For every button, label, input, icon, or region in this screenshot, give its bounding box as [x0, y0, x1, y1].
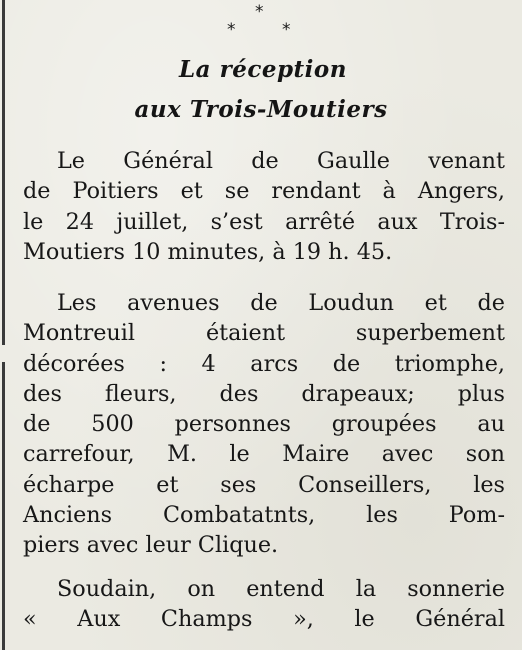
text-line: écharpe et ses Conseillers, les	[23, 471, 505, 498]
paragraph-3	[23, 574, 505, 635]
text-line: Le Général de Gaulle venant	[57, 148, 505, 174]
text-line: Montreuil étaient superbement	[23, 320, 505, 347]
column-rule	[2, 362, 5, 650]
text-line: de 500 personnes groupées au	[23, 411, 505, 438]
text-line: « Aux Champs », le Général	[23, 606, 505, 633]
star-icon: *	[255, 2, 264, 22]
star-icon: *	[282, 20, 291, 40]
article-title-line-1: La réception	[179, 56, 347, 83]
column-rule	[2, 0, 5, 345]
text-line: Soudain, on entend la sonnerie	[57, 576, 505, 602]
paragraph-2	[23, 288, 505, 561]
text-line: de Poitiers et se rendant à Angers,	[23, 178, 505, 205]
text-line: piers avec leur Clique.	[23, 532, 279, 559]
text-line: des fleurs, des drapeaux; plus	[23, 380, 505, 407]
article-title-line-2: aux Trois-Moutiers	[134, 96, 388, 123]
text-line: Les avenues de Loudun et de	[57, 290, 505, 316]
star-icon: *	[227, 20, 236, 40]
asterism-ornament	[0, 2, 522, 40]
text-line: Anciens Combatatnts, les Pom-	[23, 502, 505, 529]
text-line: le 24 juillet, s’est arrêté aux Trois-	[23, 208, 505, 235]
text-line: Moutiers 10 minutes, à 19 h. 45.	[23, 238, 393, 265]
text-line: carrefour, M. le Maire avec son	[23, 441, 505, 468]
text-line: décorées : 4 arcs de triomphe,	[23, 350, 505, 377]
paragraph-1	[23, 146, 505, 267]
